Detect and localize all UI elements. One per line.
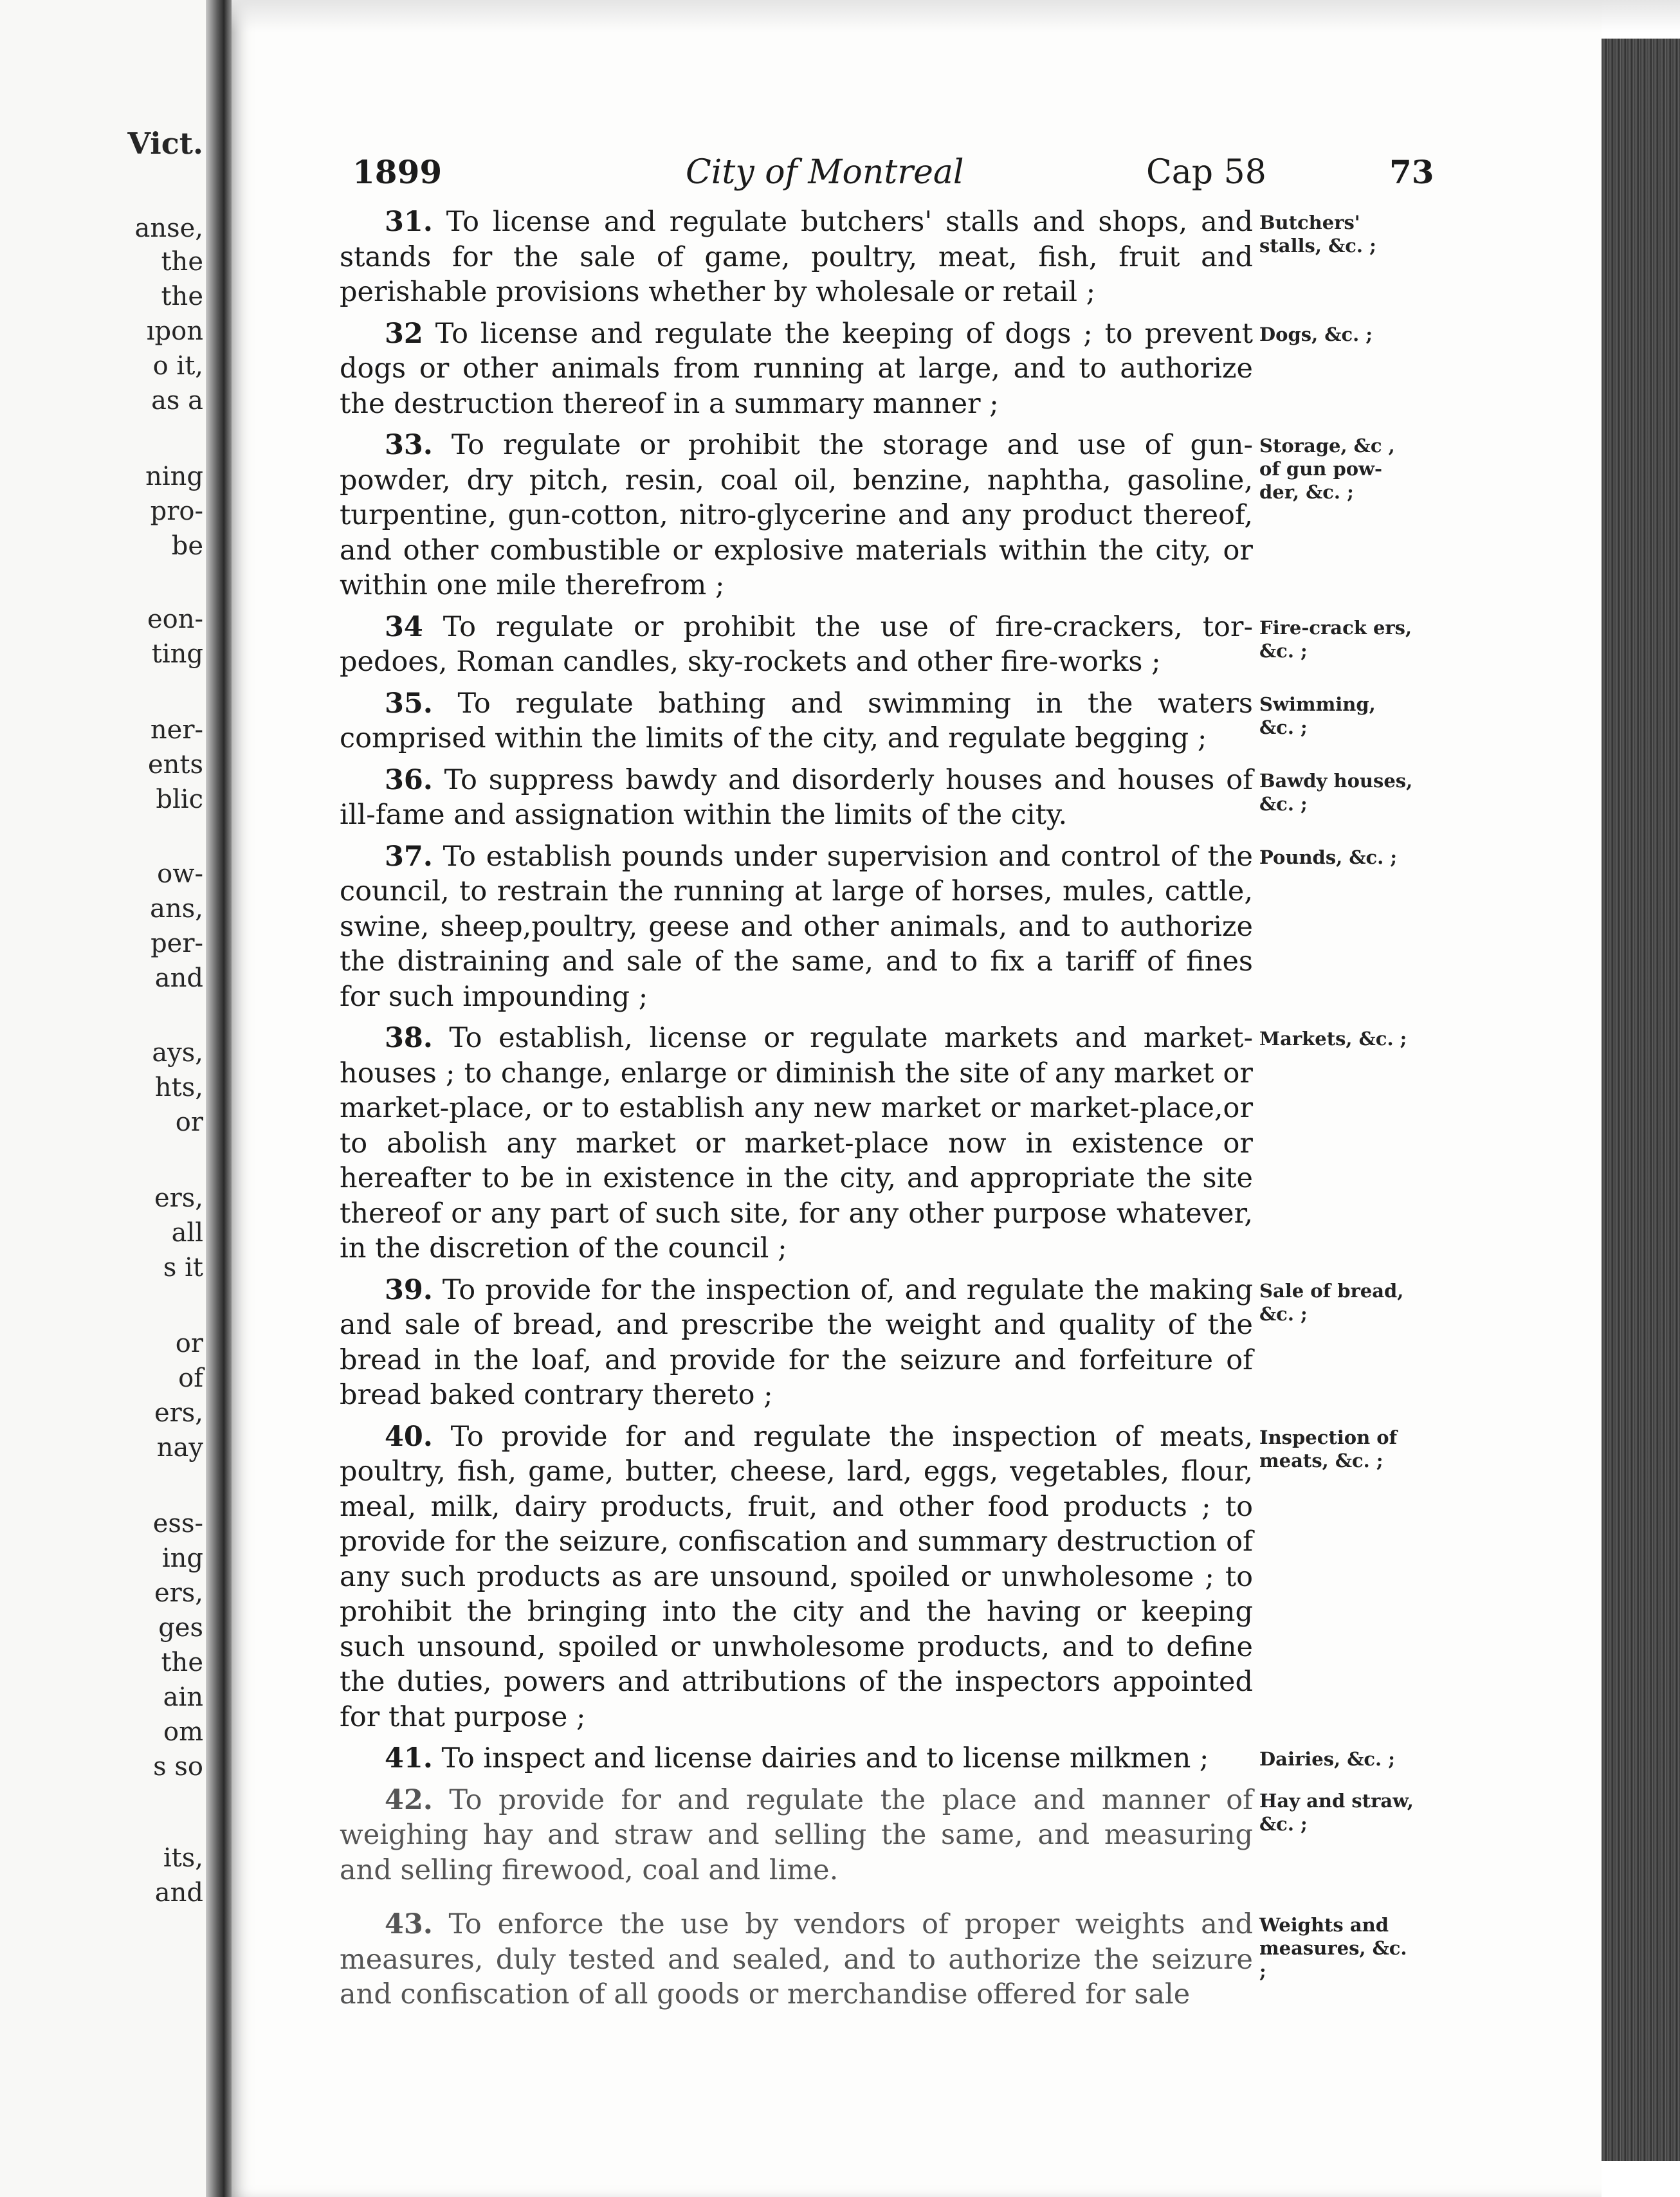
section-text: To license and regulate the keeping of dogs ; to prevent dogs or other animals from running at large, and to authorize the destruction thereof in a summary manner ; — [340, 317, 1253, 420]
section-text: To regulate or prohibit the use of fire-crackers, tor-pedoes, Roman candles, sky-rockets and other fire-works ; — [340, 610, 1253, 678]
facing-page-word: ans, — [150, 894, 203, 924]
section-31 — [340, 205, 1253, 310]
section-39 — [340, 1273, 1253, 1413]
section-number: 34 — [385, 610, 423, 643]
facing-page-word: all — [171, 1218, 203, 1248]
margin-note-41: Dairies, &c. ; — [1259, 1748, 1395, 1770]
facing-page-word: s so — [153, 1752, 203, 1782]
facing-page-word: ting — [151, 639, 203, 669]
section-text: To provide for the inspection of, and regulate the making and sale of bread, and prescribe the weight and quality of the bread in the loaf, and provide for the seizure and forfeiture of bread baked contrary thereto ; — [340, 1273, 1253, 1411]
section-number: 37. — [385, 840, 433, 873]
section-text: To provide for and regulate the inspection of meats, poultry, fish, game, butter, cheese, lard, eggs, vegetables, flour, meal, milk, dairy products, fruit, and other food products ; to provide for the seizure, confiscation and summary destruction of any such products as are unsound, spoiled or unwholesome ; to prohibit the bringing into the city and the having or keeping such unsound, spoiled or unwholesome products, and to define the duties, powers and attributions of the inspectors appointed for that purpose ; — [340, 1420, 1253, 1733]
section-number: 41. — [385, 1742, 433, 1774]
section-text: To establish, license or regulate markets and market-houses ; to change, enlarge or diminish the site of any market or market-place, or to establish any new market or market-place,or to abolish any market or market-place now in existence or hereafter to be in existence in the city, and appropriate the site thereof or any part of such site, for any other purpose whatever, in the discretion of the council ; — [340, 1022, 1253, 1264]
section-32 — [340, 316, 1253, 422]
facing-page-word: ges — [158, 1613, 203, 1643]
section-text: To inspect and license dairies and to license milkmen ; — [441, 1742, 1209, 1774]
section-41 — [340, 1741, 1253, 1776]
facing-page-word: or — [175, 1108, 203, 1137]
margin-note-36: Bawdy houses, &c. ; — [1259, 769, 1413, 815]
margin-note-37: Pounds, &c. ; — [1259, 846, 1398, 868]
section-number: 40. — [385, 1420, 433, 1453]
header-year: 1899 — [352, 153, 443, 191]
section-text: To enforce the use by vendors of proper weights and measures, duly tested and sealed, and to authorize the seizure and confiscation of all goods or merchandise offered for sale — [340, 1908, 1254, 2010]
facing-page-word: anse, — [134, 214, 203, 243]
facing-page-word: ents — [147, 750, 203, 779]
facing-page-word: ıpon — [146, 316, 203, 346]
section-text: To regulate bathing and swimming in the waters comprised within the limits of the city, and regulate begging ; — [340, 687, 1253, 754]
facing-page-fragment — [0, 0, 212, 2197]
facing-page-word: per- — [151, 929, 203, 958]
facing-page-word: of — [178, 1363, 203, 1393]
margin-note-43: Weights and measures, &c. ; — [1259, 1914, 1407, 1982]
facing-page-word: the — [161, 282, 203, 311]
facing-page-word: nay — [156, 1433, 203, 1463]
facing-page-word: blic — [156, 785, 203, 814]
facing-page-word: the — [161, 247, 203, 277]
facing-page-word: ers, — [154, 1398, 203, 1428]
section-37 — [340, 839, 1253, 1015]
facing-page-word: ays, — [152, 1038, 203, 1068]
facing-page-word: ers, — [154, 1578, 203, 1608]
section-number: 36. — [385, 763, 433, 796]
margin-note-38: Markets, &c. ; — [1259, 1028, 1407, 1050]
margin-note-33: Storage, &c , of gun pow- der, &c. ; — [1259, 435, 1395, 503]
facing-page-word: ers, — [154, 1183, 203, 1213]
facing-page-word: the — [161, 1648, 203, 1677]
facing-page-word: ner- — [150, 715, 203, 745]
section-35 — [340, 686, 1253, 756]
section-42 — [340, 1783, 1253, 1888]
facing-page-word: ing — [161, 1544, 203, 1573]
facing-page-word: and — [154, 1878, 203, 1908]
header-page-number: 73 — [1389, 153, 1434, 191]
margin-note-40: Inspection of meats, &c. ; — [1259, 1426, 1398, 1472]
section-number: 39. — [385, 1273, 433, 1306]
facing-page-word: be — [171, 531, 203, 561]
section-text: To establish pounds under supervision and control of the council, to restrain the running at large of horses, mules, cattle, swine, sheep,poultry, geese and other animals, and to authorize the distraining and sale of the same, and to fix a tariff of fines for such impounding ; — [340, 840, 1253, 1013]
section-number: 42. — [385, 1783, 433, 1816]
margin-note-35: Swimming, &c. ; — [1259, 693, 1376, 738]
section-34 — [340, 610, 1253, 680]
section-36 — [340, 763, 1253, 833]
facing-page-word: ning — [145, 462, 203, 491]
section-38 — [340, 1021, 1253, 1266]
margin-note-32: Dogs, &c. ; — [1259, 323, 1373, 345]
facing-page-word: om — [163, 1717, 203, 1747]
margin-note-34: Fire-crack ers, &c. ; — [1259, 616, 1412, 662]
facing-page-word: ow- — [157, 859, 203, 889]
facing-page-word: Vict. — [127, 126, 203, 161]
section-text: To regulate or prohibit the storage and use of gun-powder, dry pitch, resin, coal oil, benzine, naphtha, gasoline, turpentine, gun-cotton, nitro-glycerine and any product thereof, and other combustible or explosive materials within the city, or within one mile therefrom ; — [340, 429, 1253, 601]
top-shadow — [232, 0, 1680, 32]
section-number: 32 — [385, 317, 423, 350]
section-40 — [340, 1419, 1253, 1735]
facing-page-word: and — [154, 963, 203, 993]
facing-page-word: pro- — [150, 497, 203, 526]
section-43 — [340, 1907, 1253, 2012]
facing-page-word: ess- — [152, 1509, 203, 1538]
section-text: To suppress bawdy and disorderly houses and houses of ill-fame and assignation within the limits of the city. — [340, 763, 1254, 831]
page-stack-edge — [1602, 39, 1680, 2161]
section-number: 33. — [385, 429, 433, 461]
facing-page-word: or — [175, 1329, 203, 1358]
facing-page-word: eon- — [147, 605, 203, 634]
section-number: 35. — [385, 687, 433, 720]
facing-page-word: ain — [163, 1682, 203, 1712]
section-number: 38. — [385, 1022, 433, 1054]
margin-note-39: Sale of bread, &c. ; — [1259, 1279, 1404, 1325]
facing-page-word: o it, — [152, 351, 203, 381]
header-title: City of Montreal — [686, 153, 964, 192]
section-text: To provide for and regulate the place and manner of weighing hay and straw and selling the same, and measuring and selling firewood, coal and lime. — [340, 1783, 1253, 1886]
facing-page-word: hts, — [154, 1073, 203, 1102]
statute-body — [340, 205, 1253, 2019]
section-text: To license and regulate butchers' stalls and shops, and stands for the sale of game, poultry, meat, fish, fruit and perishable provisions whether by wholesale or retail ; — [340, 206, 1254, 308]
facing-page-word: as a — [151, 386, 203, 415]
book-gutter — [206, 0, 232, 2197]
margin-note-31: Butchers' stalls, &c. ; — [1259, 212, 1376, 257]
facing-page-word: s it — [163, 1253, 203, 1282]
section-number: 31. — [385, 206, 433, 238]
section-number: 43. — [385, 1908, 433, 1940]
facing-page-word: its, — [163, 1843, 203, 1873]
section-33 — [340, 428, 1253, 603]
margin-note-42: Hay and straw, &c. ; — [1259, 1789, 1414, 1835]
header-chapter: Cap 58 — [1146, 153, 1266, 192]
